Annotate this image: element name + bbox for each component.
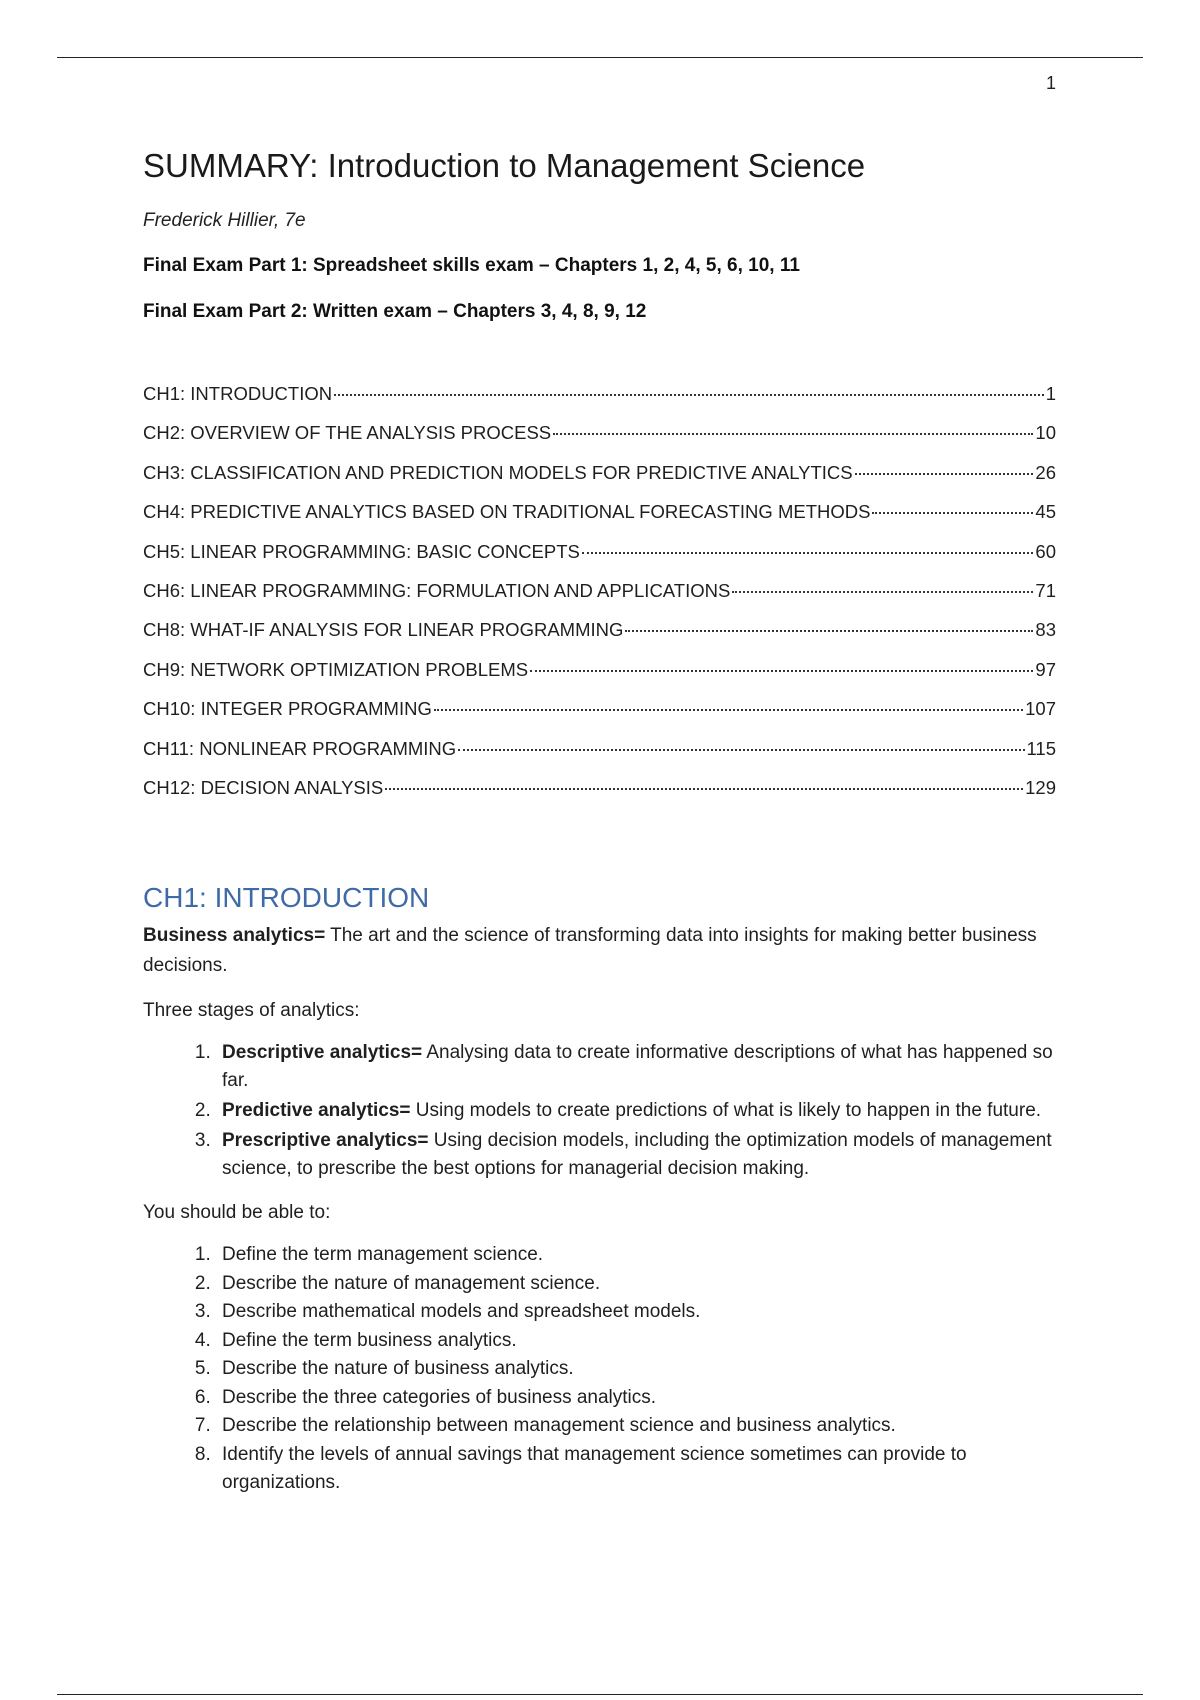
toc-leader-dots xyxy=(625,630,1033,632)
toc-leader-dots xyxy=(872,512,1033,514)
toc-entry-ch10[interactable] xyxy=(143,698,1056,737)
list-item xyxy=(216,1039,1056,1095)
list-item: 8. Identify the levels of annual savings that management science sometimes can provide to organizations. xyxy=(216,1441,1056,1498)
toc-entry-label: CH12: DECISION ANALYSIS xyxy=(143,776,384,798)
toc-entry-label: CH9: NETWORK OPTIMIZATION PROBLEMS xyxy=(143,658,529,680)
toc-entry-page: 60 xyxy=(1035,540,1056,562)
toc-leader-dots xyxy=(855,473,1034,475)
goals-list xyxy=(143,1241,1056,1498)
toc-leader-dots xyxy=(582,552,1034,554)
author-line: Frederick Hillier, 7e xyxy=(143,210,306,231)
section-heading: CH1: INTRODUCTION xyxy=(143,882,430,914)
toc-entry-ch5[interactable] xyxy=(143,541,1056,580)
definition-paragraph xyxy=(143,921,1056,981)
toc-entry-label: CH5: LINEAR PROGRAMMING: BASIC CONCEPTS xyxy=(143,540,580,562)
list-item: 2. Describe the nature of management science. xyxy=(216,1270,1056,1299)
list-item: 5. Describe the nature of business analytics. xyxy=(216,1355,1056,1384)
document-title: SUMMARY: Introduction to Management Science xyxy=(143,147,866,184)
toc-entry-label: CH1: INTRODUCTION xyxy=(143,383,333,404)
toc-entry-page: 10 xyxy=(1035,422,1056,444)
stages-intro: Three stages of analytics: xyxy=(143,1000,360,1022)
toc-entry-ch2[interactable] xyxy=(143,422,1056,461)
list-item: 6. Describe the three categories of business analytics. xyxy=(216,1384,1056,1413)
toc-leader-dots xyxy=(385,788,1023,790)
exam-part-2: Final Exam Part 2: Written exam – Chapters 3, 4, 8, 9, 12 xyxy=(143,301,647,322)
document-body xyxy=(143,140,1056,1498)
toc-leader-dots xyxy=(434,709,1023,711)
toc-leader-dots xyxy=(458,749,1024,751)
toc-entry-label: CH4: PREDICTIVE ANALYTICS BASED ON TRADITIONAL FORECASTING METHODS xyxy=(143,501,871,523)
toc-entry-ch6[interactable] xyxy=(143,580,1056,619)
toc-entry-page: 71 xyxy=(1035,579,1056,601)
header-rule xyxy=(57,57,1143,58)
stage-term: Descriptive analytics= xyxy=(222,1042,423,1064)
toc-leader-dots xyxy=(553,433,1033,435)
toc-leader-dots xyxy=(732,591,1033,593)
toc-entry-ch4[interactable] xyxy=(143,501,1056,540)
toc-entry-ch8[interactable] xyxy=(143,619,1056,658)
table-of-contents xyxy=(143,383,1056,816)
toc-entry-ch1[interactable] xyxy=(143,383,1056,422)
footer-rule xyxy=(57,1694,1143,1695)
toc-entry-page: 115 xyxy=(1026,737,1056,759)
toc-leader-dots xyxy=(530,670,1033,672)
stage-term: Predictive analytics= xyxy=(222,1100,411,1122)
toc-entry-page: 83 xyxy=(1035,619,1056,641)
exam-part-1: Final Exam Part 1: Spreadsheet skills exam – Chapters 1, 2, 4, 5, 6, 10, 11 xyxy=(143,255,800,276)
list-item: 4. Define the term business analytics. xyxy=(216,1327,1056,1356)
toc-entry-page: 45 xyxy=(1035,501,1056,523)
toc-entry-label: CH2: OVERVIEW OF THE ANALYSIS PROCESS xyxy=(143,422,552,444)
toc-entry-label: CH3: CLASSIFICATION AND PREDICTION MODELS FOR PREDICTIVE ANALYTICS xyxy=(143,461,853,483)
list-item xyxy=(216,1097,1056,1125)
stage-text: Using decision models, including the optimization models of management science, to prescribe the best options for managerial decision making. xyxy=(222,1130,1052,1180)
toc-entry-label: CH10: INTEGER PROGRAMMING xyxy=(143,698,432,720)
toc-entry-label: CH6: LINEAR PROGRAMMING: FORMULATION AND APPLICATIONS xyxy=(143,579,731,601)
list-item: 7. Describe the relationship between management science and business analytics. xyxy=(216,1412,1056,1441)
stages-list xyxy=(143,1039,1056,1183)
stage-text: Using models to create predictions of what is likely to happen in the future. xyxy=(410,1100,1042,1122)
page-number: 1 xyxy=(1045,73,1056,93)
toc-entry-page: 26 xyxy=(1035,461,1056,483)
list-item: 3. Describe mathematical models and spreadsheet models. xyxy=(216,1298,1056,1327)
toc-entry-page: 1 xyxy=(1045,383,1056,404)
toc-entry-label: CH8: WHAT-IF ANALYSIS FOR LINEAR PROGRAMMING xyxy=(143,619,624,641)
toc-entry-ch12[interactable] xyxy=(143,777,1056,816)
stage-term: Prescriptive analytics= xyxy=(222,1130,429,1152)
toc-entry-ch11[interactable] xyxy=(143,738,1056,777)
toc-entry-page: 129 xyxy=(1025,776,1056,798)
list-item xyxy=(216,1127,1056,1183)
goals-intro: You should be able to: xyxy=(143,1202,331,1224)
toc-entry-page: 97 xyxy=(1035,658,1056,680)
toc-entry-ch3[interactable] xyxy=(143,462,1056,501)
definition-term: Business analytics= xyxy=(143,925,326,947)
list-item: 1. Define the term management science. xyxy=(216,1241,1056,1270)
definition-text: The art and the science of transforming data into insights for making better business decisions. xyxy=(143,925,1037,977)
toc-leader-dots xyxy=(334,394,1044,396)
toc-entry-label: CH11: NONLINEAR PROGRAMMING xyxy=(143,737,457,759)
stage-text: Analysing data to create informative descriptions of what has happened so far. xyxy=(222,1042,1053,1092)
toc-entry-page: 107 xyxy=(1025,698,1056,720)
toc-entry-ch9[interactable] xyxy=(143,659,1056,698)
